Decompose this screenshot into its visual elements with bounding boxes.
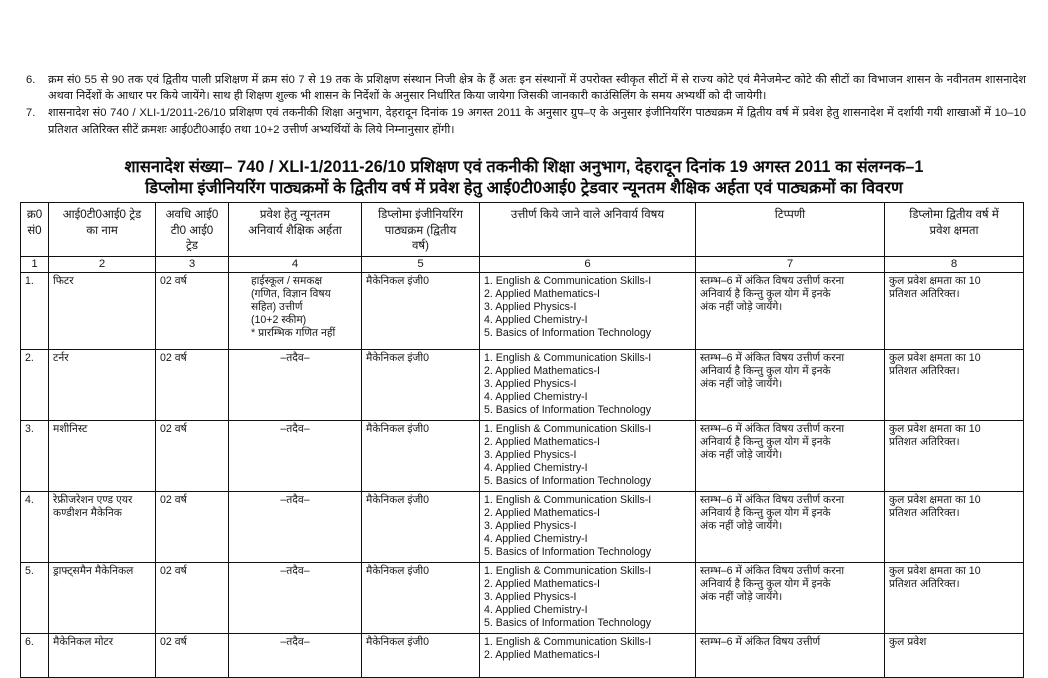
cell-remarks — [696, 633, 885, 677]
subject-item: 4. Applied Chemistry-I — [484, 314, 588, 327]
cell-diploma-course: मैकेनिकल इंजी0 — [362, 491, 480, 562]
remark-line: अनिवार्य है किन्तु कुल योग में इनके — [700, 435, 831, 448]
header-diploma-course-line-1: डिप्लोमा इंजीनियरिंग — [378, 208, 463, 221]
qualification-line: (10+2 स्कीम) — [251, 314, 307, 327]
remark-line: अंक नहीं जोड़े जायेंगे। — [700, 519, 783, 532]
cell-subjects — [480, 491, 696, 562]
table-row — [21, 272, 1024, 349]
subject-item: 1. English & Communication Skills-I — [484, 493, 652, 506]
header-diploma-course-line-3: वर्ष) — [411, 239, 429, 252]
cell-remarks — [696, 562, 885, 633]
remark-line: स्तम्भ–6 में अंकित विषय उत्तीर्ण करना — [700, 422, 845, 435]
cell-serial-number: 2. — [21, 349, 49, 420]
remark-line: स्तम्भ–6 में अंकित विषय उत्तीर्ण — [700, 635, 821, 648]
header-minimum-qualification — [229, 203, 362, 257]
paragraph-6 — [22, 72, 1026, 104]
subject-item: 1. English & Communication Skills-I — [484, 564, 652, 577]
subject-item: 2. Applied Mathematics-I — [484, 577, 600, 590]
qualification-line: –तदैव– — [280, 635, 310, 648]
table-body — [21, 272, 1024, 677]
capacity-line: प्रतिशत अतिरिक्त। — [889, 577, 960, 590]
qualification-line: हाईस्कूल / समकक्ष — [251, 274, 323, 287]
subject-list — [484, 423, 691, 489]
cell-duration: 02 वर्ष — [156, 272, 229, 349]
page-title-line-1: शासनादेश संख्या– 740 / XLI-1/2011-26/10 प्रशिक्षण एवं तकनीकी शिक्षा अनुभाग, देहरादून दिनांक 19 अगस्त 2011 का संलग्नक–1 — [124, 158, 924, 176]
cell-subjects — [480, 349, 696, 420]
remark-line: अनिवार्य है किन्तु कुल योग में इनके — [700, 364, 831, 377]
subject-item: 1. English & Communication Skills-I — [484, 351, 652, 364]
remark-line: स्तम्भ–6 में अंकित विषय उत्तीर्ण करना — [700, 493, 845, 506]
cell-remarks — [696, 272, 885, 349]
header-admission-capacity-line-2: प्रवेश क्षमता — [929, 223, 979, 237]
subject-item: 5. Basics of Information Technology — [484, 404, 652, 417]
subject-item: 5. Basics of Information Technology — [484, 327, 652, 340]
table-row — [21, 491, 1024, 562]
capacity-line: कुल प्रवेश क्षमता का 10 — [889, 564, 981, 577]
header-duration-line-3: ट्रेड — [185, 239, 199, 252]
cell-capacity — [885, 420, 1024, 491]
subject-list — [484, 565, 691, 631]
header-iti-trade-name — [49, 203, 156, 257]
header-iti-trade-name-line-2: का नाम — [86, 223, 118, 237]
header-serial-number-line-1: क्र0 — [26, 208, 43, 221]
subject-item: 2. Applied Mathematics-I — [484, 364, 600, 377]
header-compulsory-subjects — [480, 203, 696, 257]
subject-item: 3. Applied Physics-I — [484, 590, 577, 603]
trade-eligibility-table — [20, 202, 1024, 678]
cell-diploma-course: मैकेनिकल इंजी0 — [362, 562, 480, 633]
cell-capacity — [885, 633, 1024, 677]
remark-line: अनिवार्य है किन्तु कुल योग में इनके — [700, 287, 831, 300]
subject-item: 1. English & Communication Skills-I — [484, 635, 652, 648]
capacity-line: प्रतिशत अतिरिक्त। — [889, 435, 960, 448]
cell-serial-number: 3. — [21, 420, 49, 491]
cell-duration: 02 वर्ष — [156, 562, 229, 633]
header-admission-capacity — [885, 203, 1024, 257]
header-compulsory-subjects-line-1: उत्तीर्ण किये जाने वाले अनिवार्य विषय — [510, 208, 665, 221]
remark-line: स्तम्भ–6 में अंकित विषय उत्तीर्ण करना — [700, 274, 845, 287]
cell-duration: 02 वर्ष — [156, 491, 229, 562]
cell-serial-number: 1. — [21, 272, 49, 349]
subject-item: 1. English & Communication Skills-I — [484, 274, 652, 287]
cell-qualification — [229, 272, 362, 349]
header-remarks — [696, 203, 885, 257]
capacity-line: प्रतिशत अतिरिक्त। — [889, 287, 960, 300]
page-title-line-2: डिप्लोमा इंजीनियरिंग पाठ्यक्रमों के द्वितीय वर्ष में प्रवेश हेतु आई0टी0आई0 ट्रेडवार न्यूनतम शैक्षिक अर्हता एवं पाठ्यक्रमों का विवरण — [145, 179, 903, 197]
cell-trade-name: टर्नर — [49, 349, 156, 420]
column-number-1: 1 — [21, 256, 49, 272]
qualification-line: –तदैव– — [280, 493, 310, 506]
paragraph-7 — [22, 105, 1026, 137]
header-serial-number — [21, 203, 49, 257]
qualification-line: –तदैव– — [280, 422, 310, 435]
table-row — [21, 562, 1024, 633]
subject-item: 3. Applied Physics-I — [484, 300, 577, 313]
subject-list — [484, 636, 691, 662]
cell-capacity — [885, 491, 1024, 562]
column-number-4: 4 — [229, 256, 362, 272]
cell-duration: 02 वर्ष — [156, 633, 229, 677]
page-title — [24, 156, 1024, 199]
cell-subjects — [480, 562, 696, 633]
cell-diploma-course: मैकेनिकल इंजी0 — [362, 420, 480, 491]
qualification-line: –तदैव– — [280, 564, 310, 577]
header-duration-line-2: टी0 आई0 — [170, 223, 214, 237]
cell-duration: 02 वर्ष — [156, 420, 229, 491]
cell-serial-number: 4. — [21, 491, 49, 562]
cell-duration: 02 वर्ष — [156, 349, 229, 420]
subject-item: 5. Basics of Information Technology — [484, 475, 652, 488]
capacity-line: प्रतिशत अतिरिक्त। — [889, 506, 960, 519]
column-number-3: 3 — [156, 256, 229, 272]
header-minimum-qualification-line-1: प्रवेश हेतु न्यूनतम — [259, 208, 331, 221]
remark-line: अंक नहीं जोड़े जायेंगे। — [700, 448, 783, 461]
cell-capacity — [885, 272, 1024, 349]
subject-item: 1. English & Communication Skills-I — [484, 422, 652, 435]
header-diploma-course-line-2: पाठ्यक्रम (द्वितीय — [384, 223, 457, 237]
paragraph-7-text: शासनादेश सं0 740 / XLI-1/2011-26/10 प्रशिक्षण एवं तकनीकी शिक्षा अनुभाग, देहरादून दिनांक 19 अगस्त 2011 के अनुसार ग्रुप–ए के अनुसार इंजीनियरिंग पाठ्यक्रम में द्वितीय वर्ष में प्रवेश हेतु शासनादेश में दर्शायी गयी शाखाओं में 10–10 प्रतिशत अतिरिक्त सीटें क्रमशः आई0टी0आई0 तथा 10+2 उत्तीर्ण अभ्यर्थियों के लिये निम्नानुसार होंगी। — [48, 107, 1026, 136]
subject-list — [484, 494, 691, 560]
cell-qualification — [229, 349, 362, 420]
qualification-line: सहित) उत्तीर्ण — [251, 300, 303, 313]
column-number-5: 5 — [362, 256, 480, 272]
remark-line: अंक नहीं जोड़े जायेंगे। — [700, 300, 783, 313]
cell-qualification — [229, 491, 362, 562]
subject-item: 4. Applied Chemistry-I — [484, 604, 588, 617]
table-row — [21, 349, 1024, 420]
cell-trade-name: फिटर — [49, 272, 156, 349]
subject-item: 2. Applied Mathematics-I — [484, 648, 600, 661]
subject-item: 3. Applied Physics-I — [484, 448, 577, 461]
preamble-paragraphs — [22, 72, 1026, 139]
subject-item: 4. Applied Chemistry-I — [484, 391, 588, 404]
remark-line: अंक नहीं जोड़े जायेंगे। — [700, 590, 783, 603]
trade-eligibility-table-wrapper — [20, 202, 1023, 678]
paragraph-6-text: क्रम सं0 55 से 90 तक एवं द्वितीय पाली प्रशिक्षण में क्रम सं0 7 से 19 तक के प्रशिक्षण संस्थान निजी क्षेत्र के हैं अतः इन संस्थानों में उपरोक्त स्वीकृत सीटों में से राज्य कोटे एवं मैनेजमेन्ट कोटे की सीटों का विभाजन शासन के नवीनतम शासनादेश अथवा निर्देशों के आधार पर किये जायेंगे। साथ ही शिक्षण शुल्क भी शासन के निर्देशों के अनुसार निर्धारित किया जायेगा जिसकी जानकारी काउंसिलिंग के समय अभ्यर्थी को दी जायेगी। — [48, 74, 1026, 103]
cell-remarks — [696, 420, 885, 491]
table-row — [21, 633, 1024, 677]
header-duration-line-1: अवधि आई0 — [165, 208, 219, 221]
table-header-row — [21, 203, 1024, 257]
remark-line: स्तम्भ–6 में अंकित विषय उत्तीर्ण करना — [700, 564, 845, 577]
column-number-7: 7 — [696, 256, 885, 272]
capacity-line: कुल प्रवेश क्षमता का 10 — [889, 422, 981, 435]
header-minimum-qualification-line-2: अनिवार्य शैक्षिक अर्हता — [248, 223, 342, 237]
remark-line: अनिवार्य है किन्तु कुल योग में इनके — [700, 577, 831, 590]
subject-item: 4. Applied Chemistry-I — [484, 533, 588, 546]
table-header — [21, 203, 1024, 273]
column-number-6: 6 — [480, 256, 696, 272]
remark-line: स्तम्भ–6 में अंकित विषय उत्तीर्ण करना — [700, 351, 845, 364]
cell-subjects — [480, 420, 696, 491]
header-iti-trade-name-line-1: आई0टी0आई0 ट्रेड — [62, 208, 142, 221]
cell-capacity — [885, 349, 1024, 420]
subject-item: 4. Applied Chemistry-I — [484, 462, 588, 475]
subject-item: 2. Applied Mathematics-I — [484, 506, 600, 519]
cell-trade-name: ड्राफ्ट्समैन मैकेनिकल — [49, 562, 156, 633]
subject-item: 5. Basics of Information Technology — [484, 617, 652, 630]
capacity-line: कुल प्रवेश क्षमता का 10 — [889, 493, 981, 506]
capacity-line: कुल प्रवेश — [889, 635, 927, 648]
table-row — [21, 420, 1024, 491]
capacity-line: कुल प्रवेश क्षमता का 10 — [889, 351, 981, 364]
subject-list — [484, 352, 691, 418]
subject-list — [484, 275, 691, 341]
cell-trade-name: मशीनिस्ट — [49, 420, 156, 491]
paragraph-6-number: 6. — [26, 74, 36, 86]
subject-item: 5. Basics of Information Technology — [484, 546, 652, 559]
table-column-number-row — [21, 256, 1024, 272]
cell-qualification — [229, 633, 362, 677]
cell-trade-name: मैकेनिकल मोटर — [49, 633, 156, 677]
paragraph-7-number: 7. — [26, 107, 36, 120]
cell-serial-number: 6. — [21, 633, 49, 677]
capacity-line: प्रतिशत अतिरिक्त। — [889, 364, 960, 377]
qualification-line: –तदैव– — [280, 351, 310, 364]
column-number-2: 2 — [49, 256, 156, 272]
header-duration — [156, 203, 229, 257]
remark-line: अंक नहीं जोड़े जायेंगे। — [700, 377, 783, 390]
capacity-line: कुल प्रवेश क्षमता का 10 — [889, 274, 981, 287]
cell-subjects — [480, 633, 696, 677]
column-number-8: 8 — [885, 256, 1024, 272]
cell-serial-number: 5. — [21, 562, 49, 633]
header-admission-capacity-line-1: डिप्लोमा द्वितीय वर्ष में — [909, 208, 999, 221]
subject-item: 2. Applied Mathematics-I — [484, 287, 600, 300]
subject-item: 3. Applied Physics-I — [484, 519, 577, 532]
cell-remarks — [696, 491, 885, 562]
cell-diploma-course: मैकेनिकल इंजी0 — [362, 633, 480, 677]
header-remarks-line-1: टिप्पणी — [774, 208, 806, 221]
cell-subjects — [480, 272, 696, 349]
subject-item: 2. Applied Mathematics-I — [484, 435, 600, 448]
cell-trade-name: रेफ्रीजरेशन एण्ड एयर कण्डीशन मैकेनिक — [49, 491, 156, 562]
qualification-line: (गणित, विज्ञान विषय — [251, 287, 331, 300]
cell-diploma-course: मैकेनिकल इंजी0 — [362, 272, 480, 349]
cell-qualification — [229, 562, 362, 633]
header-diploma-course — [362, 203, 480, 257]
qualification-line: * प्रारम्भिक गणित नहीं — [251, 327, 336, 340]
cell-qualification — [229, 420, 362, 491]
cell-remarks — [696, 349, 885, 420]
header-serial-number-line-2: सं0 — [27, 223, 42, 237]
cell-diploma-course: मैकेनिकल इंजी0 — [362, 349, 480, 420]
subject-item: 3. Applied Physics-I — [484, 377, 577, 390]
cell-capacity — [885, 562, 1024, 633]
remark-line: अनिवार्य है किन्तु कुल योग में इनके — [700, 506, 831, 519]
